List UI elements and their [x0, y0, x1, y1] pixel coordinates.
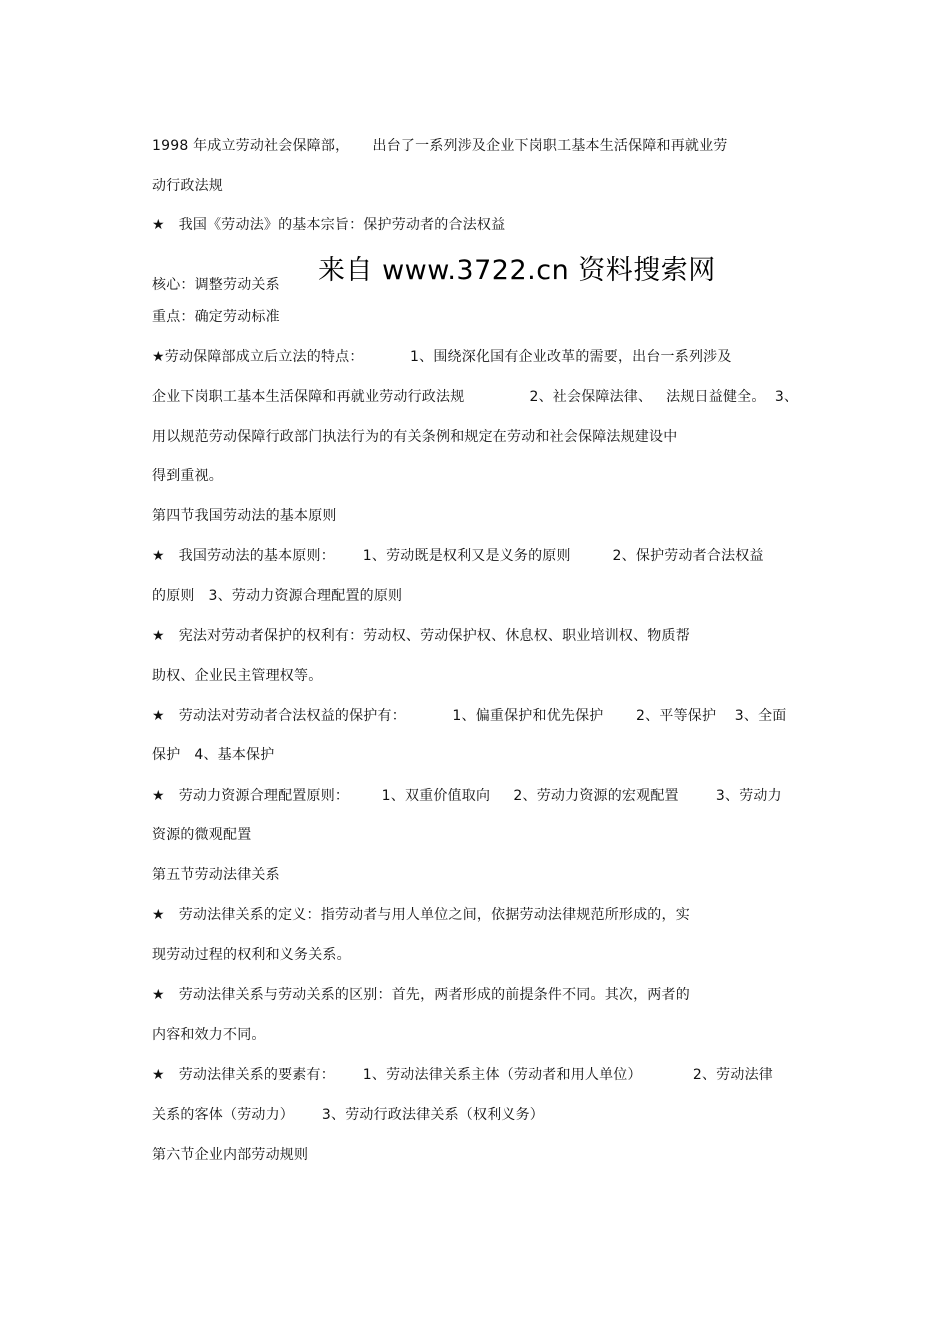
text-line: 关系的客体（劳动力） 3、劳动行政法律关系（权利义务） [152, 1107, 545, 1123]
text-line: 1998 年成立劳动社会保障部， 出台了一系列涉及企业下岗职工基本生活保障和再就业劳 [152, 138, 728, 154]
text-line: ★ 劳动法对劳动者合法权益的保护有： 1、偏重保护和优先保护 2、平等保护 3、全面 [152, 708, 787, 724]
text-line: 重点：确定劳动标准 [152, 309, 280, 325]
text-line: 现劳动过程的权利和义务关系。 [152, 947, 351, 963]
text-line: 内容和效力不同。 [152, 1027, 266, 1043]
text-line: ★劳动保障部成立后立法的特点： 1、围绕深化国有企业改革的需要，出台一系列涉及 [152, 349, 732, 365]
text-line: 资源的微观配置 [152, 827, 252, 843]
text-line: ★ 劳动法律关系与劳动关系的区别：首先，两者形成的前提条件不同。其次，两者的 [152, 987, 690, 1003]
section-heading: 第六节企业内部劳动规则 [152, 1147, 309, 1163]
text-line: 用以规范劳动保障行政部门执法行为的有关条例和规定在劳动和社会保障法规建设中 [152, 429, 678, 445]
text-line: 核心：调整劳动关系 [152, 277, 280, 293]
text-line: ★ 我国《劳动法》的基本宗旨：保护劳动者的合法权益 [152, 217, 506, 233]
section-heading: 第四节我国劳动法的基本原则 [152, 508, 337, 524]
text-line: 助权、企业民主管理权等。 [152, 668, 323, 684]
text-line: ★ 宪法对劳动者保护的权利有：劳动权、劳动保护权、休息权、职业培训权、物质帮 [152, 628, 690, 644]
text-line: 的原则 3、劳动力资源合理配置的原则 [152, 588, 403, 604]
text-line: ★ 劳动法律关系的要素有： 1、劳动法律关系主体（劳动者和用人单位） 2、劳动法律 [152, 1067, 773, 1083]
watermark-banner: 来自 www.3722.cn 资料搜索网 [318, 255, 716, 286]
section-heading: 第五节劳动法律关系 [152, 867, 280, 883]
text-line: 动行政法规 [152, 178, 223, 194]
text-line: ★ 我国劳动法的基本原则： 1、劳动既是权利又是义务的原则 2、保护劳动者合法权益 [152, 548, 764, 564]
text-line: 得到重视。 [152, 468, 223, 484]
text-line: 企业下岗职工基本生活保障和再就业劳动行政法规 2、社会保障法律、 法规日益健全。 3、 [152, 389, 799, 405]
text-line: ★ 劳动法律关系的定义：指劳动者与用人单位之间，依据劳动法律规范所形成的，实 [152, 907, 690, 923]
text-line: ★ 劳动力资源合理配置原则： 1、双重价值取向 2、劳动力资源的宏观配置 3、劳动力 [152, 788, 782, 804]
text-line: 保护 4、基本保护 [152, 747, 275, 763]
